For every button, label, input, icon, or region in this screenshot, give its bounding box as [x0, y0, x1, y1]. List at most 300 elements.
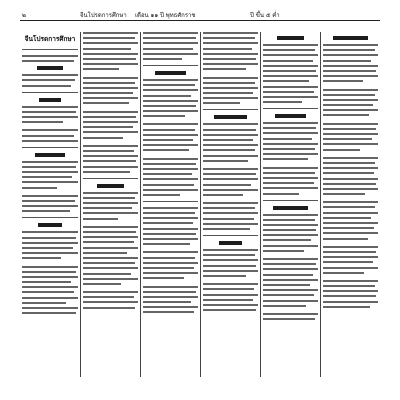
- headline-bar: [97, 184, 123, 188]
- text-line: [203, 212, 258, 214]
- text-line: [22, 237, 76, 239]
- text-line: [83, 241, 134, 243]
- text-line: [203, 144, 258, 146]
- text-line: [203, 129, 256, 131]
- text-line: [323, 138, 372, 140]
- text-line: [203, 223, 258, 225]
- text-line: [323, 227, 374, 229]
- text-line: [83, 236, 138, 238]
- text-line: [143, 257, 195, 259]
- text-line: [22, 55, 78, 57]
- text-line: [203, 299, 253, 301]
- text-line: [83, 102, 129, 104]
- text-line: [83, 247, 138, 249]
- section-rule: [22, 217, 78, 218]
- text-line: [323, 206, 375, 208]
- text-line: [143, 110, 198, 112]
- text-line: [323, 162, 375, 164]
- text-line: [323, 123, 378, 125]
- text-line: [143, 79, 198, 81]
- text-line: [22, 276, 78, 278]
- text-line: [323, 70, 376, 72]
- text-line: [22, 286, 78, 288]
- text-line: [263, 245, 318, 247]
- text-line: [83, 116, 136, 118]
- text-line: [143, 115, 185, 117]
- text-line: [263, 138, 312, 140]
- text-line: [203, 218, 254, 220]
- text-line: [323, 65, 378, 67]
- text-line: [22, 297, 78, 299]
- text-line: [263, 80, 309, 82]
- text-line: [323, 178, 378, 180]
- text-line: [323, 261, 373, 263]
- column-rule: [320, 32, 321, 377]
- section-rule: [263, 108, 318, 109]
- text-line: [263, 187, 318, 189]
- text-line: [143, 233, 196, 235]
- text-line: [143, 184, 194, 186]
- text-line: [203, 259, 258, 261]
- headline-bar: [277, 36, 305, 40]
- section-rule: [83, 178, 138, 179]
- text-line: [83, 192, 138, 194]
- text-line: [263, 96, 318, 98]
- text-line: [143, 238, 198, 240]
- text-line: [83, 218, 118, 220]
- text-line: [83, 63, 138, 65]
- text-line: [203, 265, 256, 267]
- text-line: [323, 99, 378, 101]
- text-line: [323, 157, 378, 159]
- text-line: [83, 291, 138, 293]
- text-line: [263, 153, 318, 155]
- text-line: [263, 158, 308, 160]
- text-line: [323, 295, 376, 297]
- text-line: [203, 134, 258, 136]
- page-number: ๒: [22, 12, 26, 19]
- text-line: [22, 181, 78, 183]
- text-line: [203, 160, 248, 162]
- text-line: [263, 289, 318, 291]
- text-line: [83, 32, 138, 34]
- text-line: [323, 256, 378, 258]
- text-line: [323, 149, 360, 151]
- text-line: [83, 262, 135, 264]
- text-line: [143, 286, 198, 288]
- text-line: [203, 184, 251, 186]
- text-line: [203, 63, 258, 65]
- text-line: [203, 123, 258, 125]
- text-line: [323, 251, 376, 253]
- text-line: [263, 214, 318, 216]
- text-line: [263, 274, 313, 276]
- text-line: [323, 167, 378, 169]
- text-line: [83, 58, 136, 60]
- text-line: [323, 290, 378, 292]
- text-line: [263, 279, 318, 281]
- text-line: [22, 252, 78, 254]
- text-line: [263, 172, 315, 174]
- text-line: [22, 266, 78, 268]
- text-line: [143, 168, 198, 170]
- text-line: [22, 302, 66, 304]
- text-line: [143, 139, 193, 141]
- text-line: [22, 210, 70, 212]
- text-line: [263, 132, 318, 134]
- text-line: [83, 226, 138, 228]
- text-line: [323, 94, 375, 96]
- text-line: [323, 238, 368, 240]
- text-line: [263, 268, 318, 270]
- text-line: [323, 232, 378, 234]
- text-line: [203, 304, 258, 306]
- text-line: [83, 307, 135, 309]
- text-line: [323, 272, 364, 274]
- text-line: [143, 291, 196, 293]
- text-line: [203, 68, 246, 70]
- text-line: [143, 129, 195, 131]
- text-line: [263, 313, 318, 315]
- section-rule: [203, 109, 258, 110]
- column-3: [143, 32, 198, 377]
- text-line: [323, 285, 375, 287]
- text-line: [203, 178, 258, 180]
- text-line: [143, 134, 198, 136]
- text-line: [263, 60, 313, 62]
- text-line: [323, 246, 378, 248]
- text-line: [22, 312, 76, 314]
- header-rule: [20, 20, 380, 21]
- text-line: [22, 60, 74, 62]
- text-line: [83, 53, 138, 55]
- text-line: [83, 257, 138, 259]
- text-line: [83, 131, 138, 133]
- text-line: [143, 48, 193, 50]
- text-line: [263, 70, 316, 72]
- text-line: [83, 145, 138, 147]
- text-line: [22, 74, 78, 76]
- text-line: [83, 197, 135, 199]
- column-rule: [200, 32, 201, 377]
- text-line: [263, 143, 318, 145]
- text-line: [263, 44, 318, 46]
- column-4: [203, 32, 258, 377]
- text-line: [203, 48, 252, 50]
- text-line: [83, 278, 138, 280]
- text-line: [323, 201, 378, 203]
- text-line: [83, 68, 119, 70]
- text-line: [22, 281, 71, 283]
- text-line: [203, 102, 240, 104]
- column-5: [263, 32, 318, 377]
- section-rule: [22, 49, 78, 50]
- text-line: [22, 242, 78, 244]
- text-line: [323, 89, 378, 91]
- text-line: [203, 270, 258, 272]
- text-line: [22, 271, 76, 273]
- text-line: [323, 143, 378, 145]
- text-line: [263, 122, 318, 124]
- text-line: [22, 161, 78, 163]
- text-line: [263, 182, 314, 184]
- text-line: [143, 243, 190, 245]
- header-issue: ปี ขึ้น ๕ ค่ำ: [250, 12, 280, 19]
- text-line: [83, 77, 138, 79]
- text-line: [83, 160, 136, 162]
- text-line: [203, 42, 258, 44]
- text-line: [203, 82, 255, 84]
- text-line: [203, 202, 258, 204]
- text-line: [83, 207, 132, 209]
- text-line: [143, 311, 194, 313]
- text-line: [143, 144, 198, 146]
- text-line: [83, 97, 138, 99]
- text-line: [203, 37, 255, 39]
- text-line: [263, 305, 306, 307]
- text-line: [263, 239, 311, 241]
- text-line: [143, 105, 196, 107]
- text-line: [203, 97, 258, 99]
- text-line: [203, 254, 255, 256]
- text-line: [143, 53, 198, 55]
- text-line: [263, 101, 302, 103]
- text-line: [263, 177, 318, 179]
- masthead-title: จีนโปรดการศึกษา: [24, 35, 76, 43]
- text-line: [143, 32, 198, 34]
- text-line: [83, 48, 131, 50]
- text-line: [263, 250, 304, 252]
- text-line: [263, 300, 318, 302]
- headline-bar: [333, 36, 368, 40]
- text-line: [143, 42, 198, 44]
- text-line: [22, 176, 72, 178]
- text-line: [143, 163, 196, 165]
- text-line: [143, 37, 196, 39]
- text-line: [83, 283, 121, 285]
- text-line: [143, 262, 198, 264]
- text-line: [323, 306, 370, 308]
- text-line: [263, 318, 315, 320]
- text-line: [203, 77, 258, 79]
- text-line: [22, 79, 75, 81]
- text-line: [22, 257, 61, 259]
- text-line: [323, 222, 378, 224]
- text-line: [22, 231, 78, 233]
- text-line: [323, 280, 378, 282]
- text-line: [203, 189, 258, 191]
- text-line: [22, 106, 78, 108]
- text-line: [143, 296, 198, 298]
- text-line: [83, 111, 138, 113]
- text-line: [83, 126, 133, 128]
- headline-bar: [273, 206, 307, 210]
- text-line: [22, 121, 63, 123]
- text-line: [323, 49, 375, 51]
- text-line: [143, 194, 180, 196]
- section-rule: [263, 200, 318, 201]
- text-line: [22, 140, 78, 142]
- text-line: [83, 150, 134, 152]
- text-line: [143, 251, 198, 253]
- text-line: [323, 133, 378, 135]
- text-line: [83, 171, 130, 173]
- text-line: [263, 148, 315, 150]
- text-line: [83, 231, 136, 233]
- text-line: [143, 267, 194, 269]
- text-line: [263, 49, 315, 51]
- text-line: [22, 85, 71, 87]
- headline-bar: [37, 66, 63, 70]
- text-line: [263, 91, 314, 93]
- text-line: [143, 301, 191, 303]
- headline-bar: [39, 98, 61, 102]
- text-line: [203, 294, 258, 296]
- text-line: [22, 187, 57, 189]
- text-line: [203, 92, 253, 94]
- text-line: [143, 58, 182, 60]
- text-line: [22, 195, 78, 197]
- text-line: [83, 42, 138, 44]
- text-line: [323, 44, 378, 46]
- text-line: [143, 173, 192, 175]
- text-line: [143, 189, 198, 191]
- text-line: [203, 149, 255, 151]
- text-line: [203, 155, 258, 157]
- text-line: [203, 32, 258, 34]
- text-line: [143, 95, 191, 97]
- text-line: [323, 54, 378, 56]
- text-line: [263, 86, 318, 88]
- text-line: [203, 58, 256, 60]
- text-line: [143, 207, 198, 209]
- section-rule: [22, 92, 78, 93]
- text-line: [143, 89, 198, 91]
- text-line: [22, 135, 74, 137]
- text-line: [143, 123, 198, 125]
- text-line: [263, 258, 318, 260]
- text-line: [203, 309, 256, 311]
- text-line: [83, 137, 123, 139]
- text-line: [263, 219, 315, 221]
- text-line: [263, 263, 316, 265]
- section-rule: [143, 201, 198, 202]
- text-line: [323, 267, 378, 269]
- text-line: [83, 166, 138, 168]
- text-line: [203, 168, 258, 170]
- text-line: [323, 128, 376, 130]
- text-line: [83, 212, 138, 214]
- text-line: [263, 193, 299, 195]
- headline-bar: [214, 115, 247, 119]
- text-line: [83, 301, 138, 303]
- text-line: [22, 111, 76, 113]
- column-6: [323, 32, 378, 377]
- text-line: [263, 284, 310, 286]
- text-line: [203, 249, 258, 251]
- text-line: [203, 283, 258, 285]
- section-rule: [143, 65, 198, 66]
- text-line: [83, 37, 135, 39]
- text-line: [263, 234, 318, 236]
- page-header: [20, 8, 380, 28]
- text-line: [143, 212, 195, 214]
- text-line: [143, 178, 198, 180]
- text-line: [143, 158, 198, 160]
- text-line: [83, 155, 138, 157]
- text-line: [323, 104, 373, 106]
- headline-bar: [35, 153, 64, 157]
- text-line: [143, 306, 198, 308]
- text-line: [323, 193, 365, 195]
- text-line: [323, 183, 376, 185]
- section-rule: [203, 235, 258, 236]
- column-1: [22, 32, 78, 377]
- text-line: [83, 82, 135, 84]
- text-line: [263, 229, 316, 231]
- text-line: [263, 127, 316, 129]
- text-line: [143, 149, 189, 151]
- text-line: [22, 200, 75, 202]
- text-line: [83, 273, 131, 275]
- column-rule: [260, 32, 261, 377]
- text-line: [143, 272, 198, 274]
- text-line: [143, 100, 198, 102]
- text-line: [323, 80, 363, 82]
- text-line: [203, 228, 250, 230]
- text-line: [263, 294, 314, 296]
- section-rule: [22, 147, 78, 148]
- text-line: [22, 116, 78, 118]
- text-line: [143, 277, 184, 279]
- text-line: [143, 222, 193, 224]
- text-line: [143, 84, 195, 86]
- text-line: [263, 75, 318, 77]
- text-line: [22, 291, 74, 293]
- text-line: [323, 114, 369, 116]
- text-line: [203, 173, 256, 175]
- text-line: [22, 166, 76, 168]
- text-line: [143, 217, 198, 219]
- text-line: [203, 194, 243, 196]
- header-date: เดือน ๑๑ ปี พุทธศักราช: [135, 12, 196, 19]
- text-line: [263, 224, 318, 226]
- text-line: [323, 172, 374, 174]
- header-paper-name: จีนโปรดการศึกษา: [80, 12, 127, 19]
- text-line: [83, 267, 138, 269]
- text-line: [83, 202, 138, 204]
- text-line: [203, 288, 254, 290]
- column-rule: [140, 32, 141, 377]
- headline-bar: [219, 241, 242, 245]
- text-line: [203, 207, 255, 209]
- text-line: [83, 92, 133, 94]
- text-line: [22, 129, 78, 131]
- text-line: [22, 171, 78, 173]
- text-line: [323, 75, 378, 77]
- text-line: [143, 228, 198, 230]
- headline-bar: [155, 71, 185, 75]
- text-line: [203, 275, 246, 277]
- text-line: [263, 65, 318, 67]
- text-line: [83, 296, 134, 298]
- columns-area: [20, 32, 380, 377]
- headline-bar: [38, 223, 63, 227]
- text-line: [22, 205, 78, 207]
- headline-bar: [275, 114, 307, 118]
- text-line: [22, 247, 73, 249]
- text-line: [323, 109, 378, 111]
